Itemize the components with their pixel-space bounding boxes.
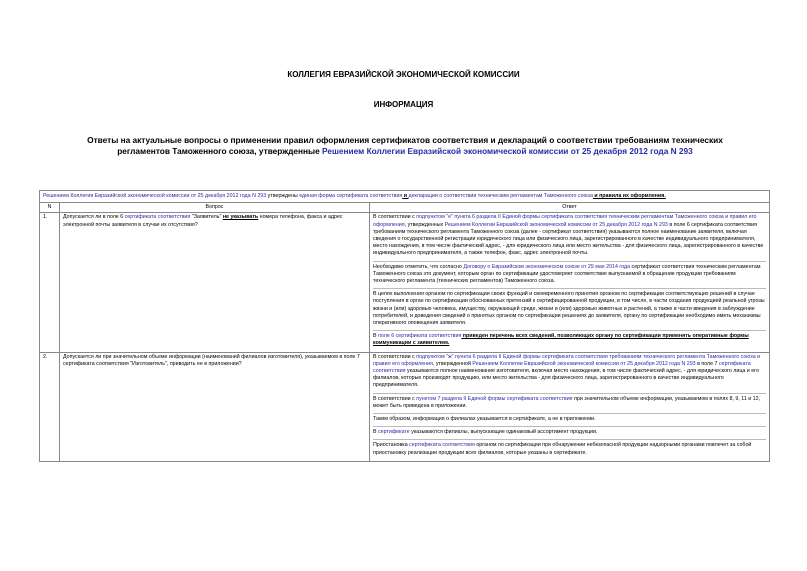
answer-text: В соответствии с: [373, 353, 417, 360]
answer-paragraph: [373, 354, 766, 393]
answer-link[interactable]: Решением Коллегии Евразийской экономической комиссии от 25 декабря 2012 года N 293: [472, 360, 696, 367]
answer-paragraph: [373, 330, 766, 350]
answer-paragraph: [373, 426, 766, 439]
question-certificate-link[interactable]: сертификата соответствия: [124, 214, 191, 221]
answer-link[interactable]: подпунктом "е" пункта 6 раздела II Единой формы сертификата соответствия техническим регламентам Таможенного союза и правил его оформления: [373, 214, 757, 228]
answer-paragraph: [373, 413, 766, 426]
answer-text: Приостановка: [373, 442, 410, 449]
answer-text: при значительном объеме информации, указываемом в полях 8, 9, 11 и 12, может быть приведена в приложении.: [373, 395, 761, 409]
row-number: 2.: [40, 352, 60, 461]
answer-paragraph: [373, 261, 766, 289]
intro-text: и: [402, 193, 409, 199]
answer-text: Необходимо отметить, что согласно: [373, 263, 464, 270]
question-text: номера телефона, факса и адрес электронной почты заявителя в случае их отсутствия?: [63, 214, 343, 228]
intro-declaration-link[interactable]: декларации о соответствии техническим регламентам Таможенного союза: [408, 193, 593, 199]
table-header-row: [40, 203, 770, 213]
answer-text: указываются полное наименование изготовителя, включая место нахождения, в том числе фактический адрес, - для юридического лица и его филиалов, которые производят продукцию, или место жительства - для физического лица, зарегистрированного в качестве индивидуального предпринимателя.: [373, 368, 759, 389]
answer-text: В: [373, 429, 379, 436]
answer-paragraph: [373, 288, 766, 330]
answer-text: органом по сертификации при обнаружении небезопасной продукции надзорными органами повлечет за собой приостановку реализации продукции всех филиалов, которые указаны в сертификате.: [373, 442, 752, 456]
answer-link[interactable]: поле 6 сертификата соответствия: [378, 333, 462, 340]
intro-text: и правила их оформления.: [592, 193, 666, 199]
answer-emphasis: приведен перечень всех сведений, позволяющих органу по сертификации применять оперативные формы коммуникации с заявителем.: [373, 333, 749, 347]
table-row: [40, 352, 770, 461]
answer-text: В соответствии с: [373, 214, 417, 221]
question-text: Допускается ли при значительном объеме информации (наименований филиалов изготовителя), указываемом в поле 7 сертификата соответствия "Изготовитель", приводить ее в приложении?: [63, 353, 360, 367]
answer-text: в поле 6 сертификата соответствия требованиям технического регламента Таможенного союза (далее - сертификат соответствия) указываются полное наименование заявителя, включая сведения о государственной регистрации юридического лица или физического лица, зарегистрированного в качестве индивидуального предпринимателя, место нахождения, в том числе фактический адрес, - для юридического лица или место жительства - для физического лица, зарегистрированного в качестве индивидуального предпринимателя, а также телефон, факс, адрес электронной почты.: [373, 221, 764, 257]
answer-text: , утвержденных: [404, 221, 445, 228]
qa-table: [39, 190, 770, 462]
document-heading: [60, 135, 750, 157]
qa-table-wrapper: [39, 190, 769, 462]
answer-link[interactable]: сертификата соответствия: [373, 360, 751, 375]
answer-link[interactable]: подпунктом "ж" пункта 6 раздела II Единой формы сертификата соответствия требованиям технического регламента Таможенного союза и правил его оформления: [373, 353, 761, 367]
question-text: "Заявитель": [190, 214, 223, 221]
answer-text: сертификат соответствия техническим регламентам Таможенного союза это документ, которым орган по сертификации удостоверяет соответствие выпускаемой в обращение продукции требованиям технического регламента (технических регламентов) Таможенного союза.: [373, 263, 761, 285]
answer-text: В: [373, 333, 379, 340]
column-header-question: Вопрос: [60, 203, 370, 213]
intro-cell: [40, 191, 770, 203]
question-text: Допускается ли в поле 6: [63, 214, 125, 221]
question-cell: [60, 352, 370, 461]
column-header-answer: Ответ: [370, 203, 770, 213]
answer-text: , утвержденной: [432, 360, 473, 367]
answer-paragraph: [373, 393, 766, 413]
answer-link[interactable]: Договору о Евразийском экономическом союзе от 29 мая 2014 года: [463, 263, 631, 270]
answer-cell: [370, 213, 770, 352]
question-emphasis: не указывать: [222, 214, 259, 221]
answer-link[interactable]: сертификата соответствия: [409, 442, 475, 449]
answer-paragraph: [373, 439, 766, 459]
document-type: ИНФОРМАЦИЯ: [373, 100, 434, 109]
answer-text: В целях выполнения органом по сертификации своих функций и своевременного принятия органом по сертификации соответствующих решений в случае поступления в орган по сертификации обоснованных претензий к сертифицированной продукции, в том числе, в части создания продукцией реальной угрозы жизни и (или) здоровью человека, имуществу, окружающей среде, жизни и (или) здоровью животных и растений, а также в части введения в заблуждение потребителей, и доведения сведений о принятых органом по сертификации решениях до заявителя, органу по сертификации необходимо иметь механизмы оперативного оповещения заявителя.: [373, 291, 765, 327]
heading-decision-link[interactable]: Решением Коллегии Евразийской экономической комиссии от 25 декабря 2012 года N 293: [322, 146, 693, 156]
answer-cell: [370, 352, 770, 461]
row-number: 1.: [40, 213, 60, 352]
answer-text: Таким образом, информация о филиалах указывается в сертификате, а не в приложении.: [373, 416, 596, 423]
answer-link[interactable]: пунктом 7 раздела II Единой формы сертификата соответствия: [416, 395, 573, 402]
page-title: КОЛЛЕГИЯ ЕВРАЗИЙСКОЙ ЭКОНОМИЧЕСКОЙ КОМИССИИ: [287, 70, 520, 79]
answer-link[interactable]: сертификате: [378, 429, 410, 436]
intro-text: утверждены: [266, 193, 300, 199]
intro-row: [40, 191, 770, 203]
answer-text: В соответствии с: [373, 395, 417, 402]
heading-text: Ответы на актуальные вопросы о применении правил оформления сертификатов соответствия и деклараций о соответствии требованиям технических регламентов Таможенного союза, утвержденные: [87, 135, 723, 156]
answer-link[interactable]: Решением Коллегии Евразийской экономической комиссии от 25 декабря 2012 года N 293: [444, 221, 668, 228]
intro-certificate-form-link[interactable]: единая форма сертификата соответствия: [299, 193, 403, 199]
question-cell: [60, 213, 370, 352]
table-row: [40, 213, 770, 352]
column-header-number: N: [40, 203, 60, 213]
answer-text: указываются филиалы, выпускающие одинаковый ассортимент продукции.: [409, 429, 598, 436]
answer-paragraph: [373, 214, 766, 260]
intro-decision-link[interactable]: Решением Коллегии Евразийской экономической комиссии от 25 декабря 2012 года N 293: [43, 193, 267, 199]
answer-text: в поле 7: [695, 360, 719, 367]
